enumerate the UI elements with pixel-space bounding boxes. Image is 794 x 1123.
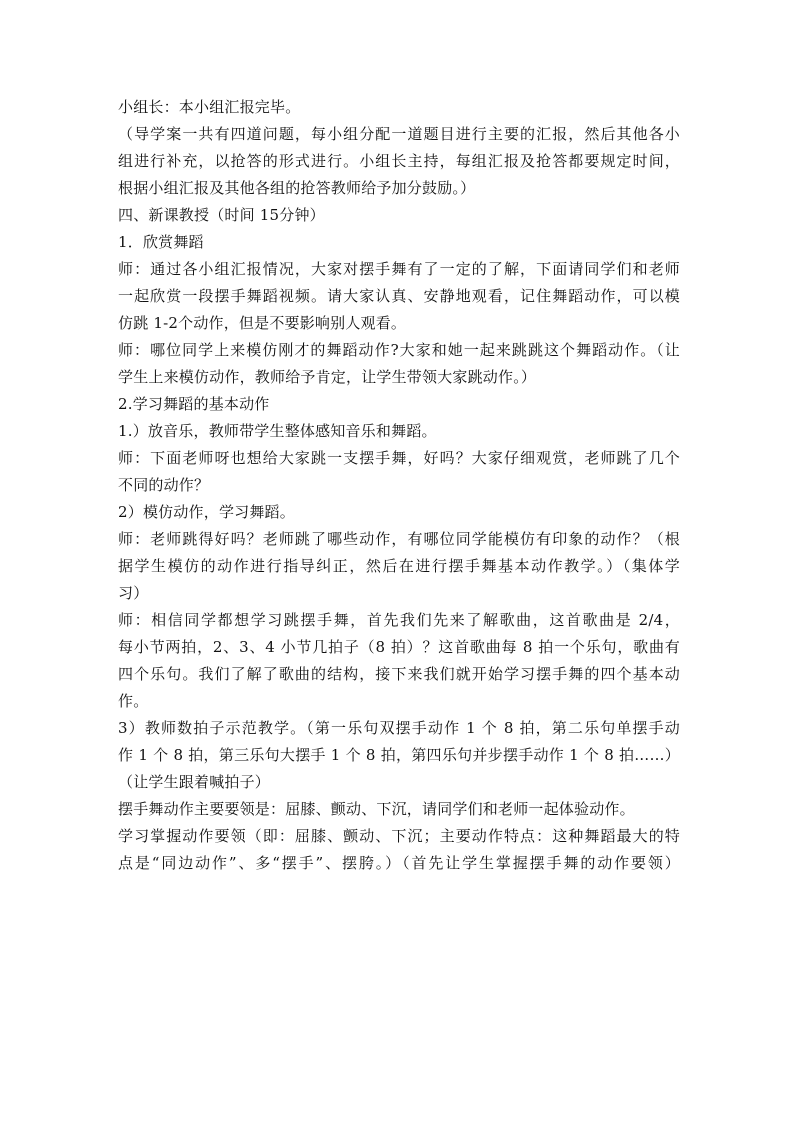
text-line: 不同的动作？ (118, 476, 210, 494)
text-line: 学习掌握动作要领（即：屈膝、颤动、下沉；主要动作特点：这种舞蹈最大的特 (118, 827, 680, 845)
text-line: （导学案一共有四道问题，每小组分配一道题目进行主要的汇报，然后其他各小 (118, 125, 680, 143)
document-page (118, 94, 680, 877)
text-line: 作。 (118, 692, 149, 710)
text-line: 师：哪位同学上来模仿刚才的舞蹈动作?大家和她一起来跳跳这个舞蹈动作。（让 (118, 341, 680, 359)
subsection-heading: 2.学习舞蹈的基本动作 (118, 395, 270, 413)
text-line: 1.）放音乐，教师带学生整体感知音乐和舞蹈。 (118, 422, 437, 440)
text-line: 一起欣赏一段摆手舞蹈视频。请大家认真、安静地观看，记住舞蹈动作，可以模 (118, 287, 680, 305)
text-line: 点是“同边动作”、多“摆手”、摆胯。）（首先让学生掌握摆手舞的动作要领） (118, 854, 680, 872)
text-line: 仿跳 1-2个动作，但是不要影响别人观看。 (118, 314, 407, 332)
text-line: 师：相信同学都想学习跳摆手舞，首先我们先来了解歌曲，这首歌曲是 2/4， (118, 611, 680, 629)
text-line: 据学生模仿的动作进行指导纠正，然后在进行摆手舞基本动作教学。）（集体学 (118, 557, 680, 575)
text-line: （让学生跟着喊拍子） (118, 773, 271, 791)
text-line: 2）模仿动作，学习舞蹈。 (118, 503, 295, 521)
text-line: 学生上来模仿动作，教师给予肯定，让学生带领大家跳动作。） (118, 368, 537, 386)
text-line: 四个乐句。我们了解了歌曲的结构，接下来我们就开始学习摆手舞的四个基本动 (118, 665, 680, 683)
subsection-heading: 1．欣赏舞蹈 (118, 233, 204, 251)
text-line: 师：通过各小组汇报情况，大家对摆手舞有了一定的了解，下面请同学们和老师 (118, 260, 680, 278)
text-line: 师：老师跳得好吗？老师跳了哪些动作，有哪位同学能模仿有印象的动作？（根 (118, 530, 680, 548)
text-line: 组进行补充，以抢答的形式进行。小组长主持，每组汇报及抢答都要规定时间， (118, 152, 680, 170)
text-line: 作 1 个 8 拍，第三乐句大摆手 1 个 8 拍，第四乐句并步摆手动作 1 个 8 拍……） (118, 746, 680, 764)
text-line: 师：下面老师呀也想给大家跳一支摆手舞，好吗？大家仔细观赏，老师跳了几个 (118, 449, 680, 467)
text-line: 3）教师数拍子示范教学。（第一乐句双摆手动作 1 个 8 拍，第二乐句单摆手动 (118, 719, 680, 737)
text-line: 每小节两拍，2、3、4 小节几拍子（8 拍）？这首歌曲每 8 拍一个乐句，歌曲有 (118, 638, 680, 656)
text-line: 小组长：本小组汇报完毕。 (118, 98, 301, 116)
section-heading: 四、新课教授（时间 15分钟） (118, 206, 325, 224)
text-line: 习） (118, 584, 149, 602)
text-line: 根据小组汇报及其他各组的抢答教师给予加分鼓励。） (118, 179, 476, 197)
text-line: 摆手舞动作主要要领是：屈膝、颤动、下沉，请同学们和老师一起体验动作。 (118, 800, 635, 818)
